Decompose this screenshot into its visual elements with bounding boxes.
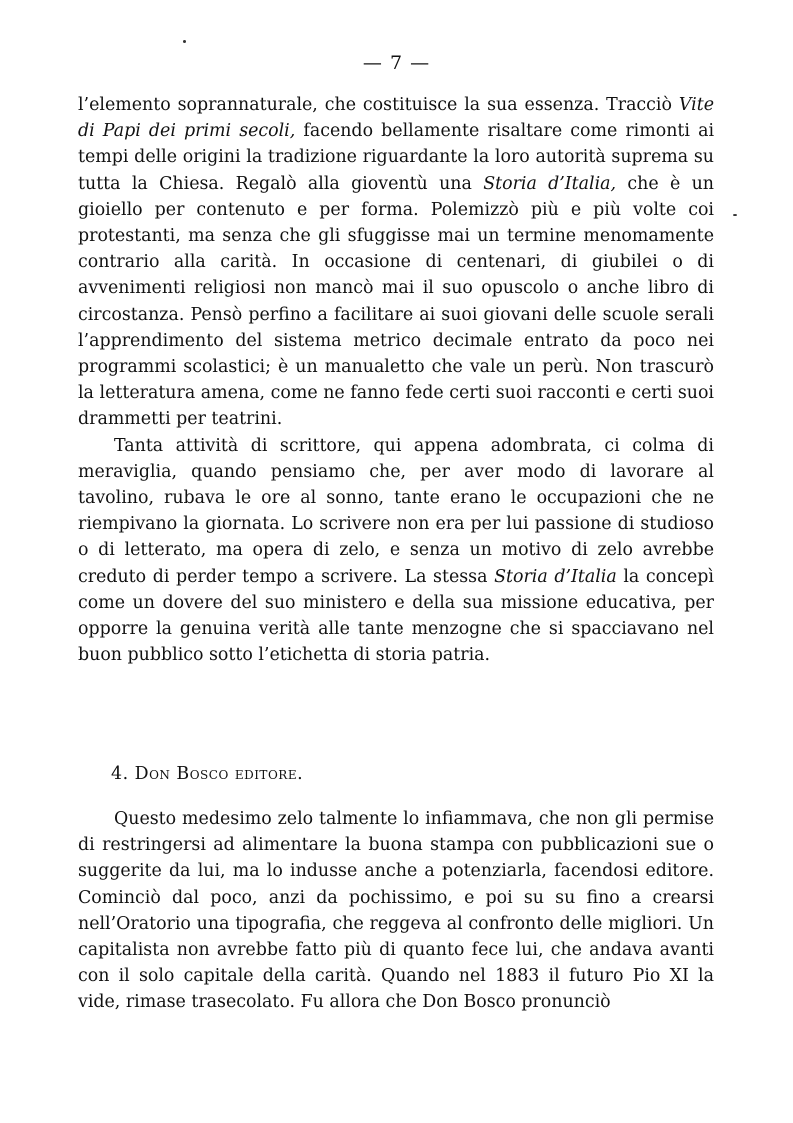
page-number: — 7 — bbox=[362, 52, 431, 74]
paragraph bbox=[78, 806, 714, 1016]
paragraph-text: l’elemento soprannaturale, che costituisce la sua essenza. Tracciò bbox=[78, 95, 679, 115]
paragraph bbox=[78, 433, 714, 669]
paragraph-text: la concepì come un dovere del suo ministero e della sua missione educativa, per opporre la genuina verità alle tante menzogne che si spacciavano nel buon pubblico sotto l’etichetta di storia patria. bbox=[78, 566, 714, 666]
paragraph bbox=[78, 92, 714, 433]
paragraph-text: che è un gioiello per contenuto e per forma. Polemizzò più e più volte coi protestanti, ma senza che gli sfuggisse mai un termine menomamente contrario alla carità. In occasione di centenari, di giubilei o di avvenimenti religiosi non mancò mai il suo opuscolo o anche libro di circostanza. Pensò perfino a facilitare ai suoi giovani delle scuole serali l’apprendimento del sistema metrico decimale entrato da poco nei programmi scolastici; è un manualetto che vale un perù. Non trascurò la letteratura amena, come ne fanno fede certi suoi racconti e certi suoi drammetti per teatrini. bbox=[78, 173, 714, 430]
scan-speck bbox=[183, 40, 186, 43]
italic-title: Vite di Papi dei primi secoli, bbox=[78, 95, 714, 142]
scan-speck bbox=[733, 214, 737, 216]
italic-title: Storia d’Italia bbox=[494, 566, 617, 587]
body-text-upper bbox=[78, 92, 714, 668]
italic-title: Storia d’Italia, bbox=[483, 173, 617, 194]
paragraph-text: Questo medesimo zelo talmente lo infiammava, che non gli permise di restringersi ad alimentare la buona stampa con pubblicazioni sue o suggerite da lui, ma lo indusse anche a potenziarla, facendosi editore. Cominciò dal poco, anzi da pochissimo, e poi su su fino a crearsi nell’Oratorio una tipografia, che reggeva al confronto delle migliori. Un capitalista non avrebbe fatto più di quanto fece lui, che andava avanti con il solo capitale della carità. Quando nel 1883 il futuro Pio XI la vide, rimase trasecolato. Fu allora che Don Bosco pronunciò bbox=[78, 809, 714, 1013]
section-heading: 4. Don Bosco editore. bbox=[111, 764, 304, 784]
paragraph-text: facendo bellamente risaltare come rimonti ai tempi delle origini la tradizione riguardante la loro autorità suprema su tutta la Chiesa. Regalò alla gioventù una bbox=[78, 121, 715, 194]
paragraph-text: Tanta attività di scrittore, qui appena adombrata, ci colma di meraviglia, quando pensiamo che, per aver modo di lavorare al tavolino, rubava le ore al sonno, tante erano le occupazioni che ne riempivano la giornata. Lo scrivere non era per lui passione di studioso o di letterato, ma opera di zelo, e senza un motivo di zelo avrebbe creduto di perder tempo a scrivere. La stessa bbox=[78, 435, 714, 587]
body-text-lower bbox=[78, 806, 714, 1016]
